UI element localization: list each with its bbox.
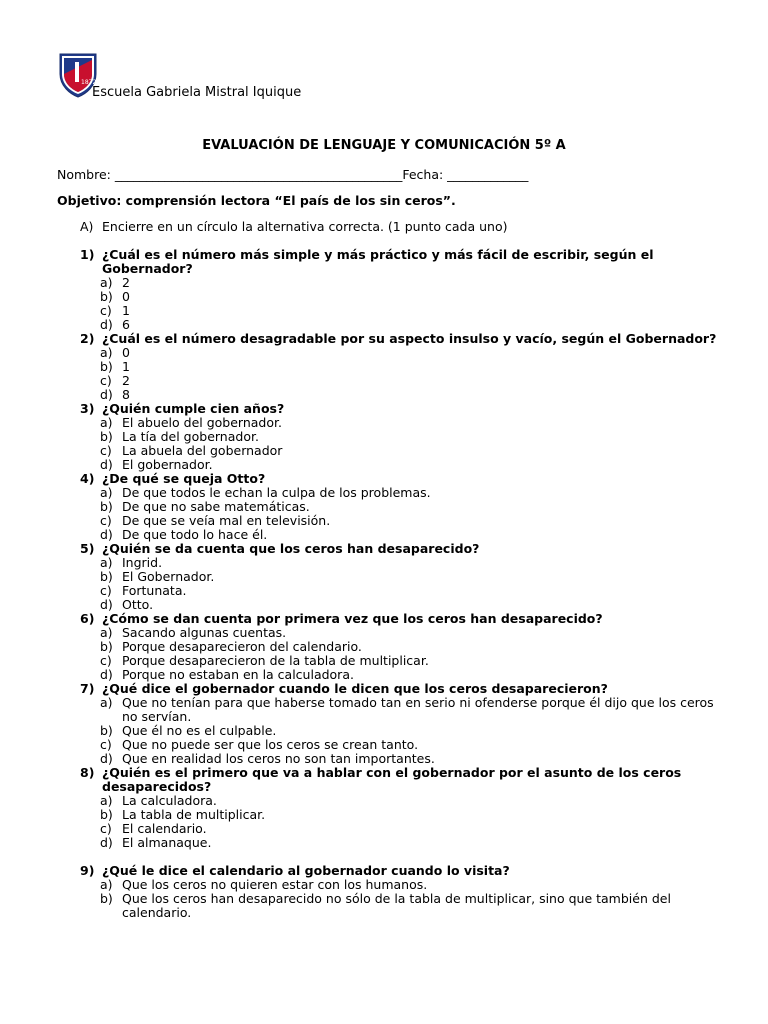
option-letter: d) bbox=[100, 597, 113, 612]
answer-options bbox=[80, 696, 720, 766]
answer-option[interactable] bbox=[80, 514, 720, 528]
option-letter: b) bbox=[100, 289, 113, 304]
option-text: Porque desaparecieron del calendario. bbox=[122, 639, 362, 654]
option-text: 2 bbox=[122, 275, 130, 290]
question-text: ¿Cuál es el número desagradable por su aspecto insulso y vacío, según el Gobernador? bbox=[102, 331, 717, 346]
answer-option[interactable] bbox=[80, 892, 720, 920]
option-letter: a) bbox=[100, 555, 113, 570]
option-text: Sacando algunas cuentas. bbox=[122, 625, 287, 640]
option-letter: b) bbox=[100, 891, 113, 906]
answer-option[interactable] bbox=[80, 696, 720, 724]
question-item bbox=[80, 766, 720, 850]
option-text: Que no puede ser que los ceros se crean tanto. bbox=[122, 737, 419, 752]
option-letter: b) bbox=[100, 569, 113, 584]
answer-options bbox=[80, 794, 720, 850]
option-letter: a) bbox=[100, 793, 113, 808]
question-item bbox=[80, 612, 720, 682]
answer-option[interactable] bbox=[80, 304, 720, 318]
answer-option[interactable] bbox=[80, 430, 720, 444]
answer-option[interactable] bbox=[80, 360, 720, 374]
question-number: 7) bbox=[80, 681, 95, 696]
option-text: La abuela del gobernador bbox=[122, 443, 283, 458]
answer-option[interactable] bbox=[80, 724, 720, 738]
option-letter: d) bbox=[100, 317, 113, 332]
answer-option[interactable] bbox=[80, 626, 720, 640]
option-letter: a) bbox=[100, 345, 113, 360]
question-number: 6) bbox=[80, 611, 95, 626]
question-number: 2) bbox=[80, 331, 95, 346]
question-item bbox=[80, 402, 720, 472]
option-letter: b) bbox=[100, 499, 113, 514]
question-item bbox=[80, 472, 720, 542]
option-text: Fortunata. bbox=[122, 583, 187, 598]
answer-option[interactable] bbox=[80, 290, 720, 304]
answer-option[interactable] bbox=[80, 346, 720, 360]
answer-option[interactable] bbox=[80, 794, 720, 808]
option-letter: b) bbox=[100, 723, 113, 738]
question-list bbox=[80, 248, 720, 920]
option-text: 6 bbox=[122, 317, 130, 332]
option-text: 0 bbox=[122, 345, 130, 360]
option-text: Que no tenían para que haberse tomado tan en serio ni ofenderse porque él dijo que los ceros no servían. bbox=[122, 695, 714, 724]
answer-options bbox=[80, 878, 720, 920]
option-text: La tía del gobernador. bbox=[122, 429, 259, 444]
option-letter: c) bbox=[100, 513, 112, 528]
answer-options bbox=[80, 556, 720, 612]
option-text: De que todo lo hace él. bbox=[122, 527, 268, 542]
option-letter: b) bbox=[100, 429, 113, 444]
question-heading bbox=[80, 766, 720, 794]
answer-option[interactable] bbox=[80, 752, 720, 766]
option-text: Otto. bbox=[122, 597, 154, 612]
question-heading bbox=[80, 248, 720, 276]
option-text: 1 bbox=[122, 303, 130, 318]
answer-option[interactable] bbox=[80, 738, 720, 752]
answer-option[interactable] bbox=[80, 458, 720, 472]
answer-option[interactable] bbox=[80, 654, 720, 668]
answer-option[interactable] bbox=[80, 822, 720, 836]
option-text: De que todos le echan la culpa de los problemas. bbox=[122, 485, 431, 500]
option-letter: c) bbox=[100, 303, 112, 318]
question-text: ¿Qué dice el gobernador cuando le dicen que los ceros desaparecieron? bbox=[102, 681, 608, 696]
question-heading bbox=[80, 682, 720, 696]
question-item bbox=[80, 682, 720, 766]
answer-option[interactable] bbox=[80, 556, 720, 570]
option-text: Porque no estaban en la calculadora. bbox=[122, 667, 354, 682]
answer-option[interactable] bbox=[80, 276, 720, 290]
instruction bbox=[80, 219, 508, 234]
option-text: 1 bbox=[122, 359, 130, 374]
answer-option[interactable] bbox=[80, 318, 720, 332]
answer-option[interactable] bbox=[80, 528, 720, 542]
option-text: La calculadora. bbox=[122, 793, 217, 808]
question-heading bbox=[80, 864, 720, 878]
answer-option[interactable] bbox=[80, 584, 720, 598]
option-letter: b) bbox=[100, 639, 113, 654]
question-number: 1) bbox=[80, 247, 95, 262]
option-text: El Gobernador. bbox=[122, 569, 215, 584]
logo-year: 1872 bbox=[81, 79, 97, 86]
question-number: 8) bbox=[80, 765, 95, 780]
option-letter: b) bbox=[100, 359, 113, 374]
answer-option[interactable] bbox=[80, 836, 720, 850]
answer-option[interactable] bbox=[80, 444, 720, 458]
option-letter: a) bbox=[100, 625, 113, 640]
answer-options bbox=[80, 486, 720, 542]
option-text: Que los ceros no quieren estar con los humanos. bbox=[122, 877, 428, 892]
question-text: ¿De qué se queja Otto? bbox=[102, 471, 266, 486]
instruction-letter: A) bbox=[80, 219, 94, 234]
option-letter: a) bbox=[100, 877, 113, 892]
option-letter: d) bbox=[100, 835, 113, 850]
question-heading bbox=[80, 332, 720, 346]
option-text: 0 bbox=[122, 289, 130, 304]
option-letter: c) bbox=[100, 653, 112, 668]
question-item bbox=[80, 332, 720, 402]
answer-option[interactable] bbox=[80, 374, 720, 388]
option-letter: c) bbox=[100, 737, 112, 752]
question-number: 4) bbox=[80, 471, 95, 486]
name-date-line[interactable]: Nombre: ______________________________________________Fecha: _____________ bbox=[57, 167, 529, 182]
answer-options bbox=[80, 416, 720, 472]
question-heading bbox=[80, 542, 720, 556]
option-letter: d) bbox=[100, 387, 113, 402]
option-letter: c) bbox=[100, 821, 112, 836]
option-letter: c) bbox=[100, 443, 112, 458]
option-text: De que no sabe matemáticas. bbox=[122, 499, 310, 514]
question-number: 5) bbox=[80, 541, 95, 556]
option-text: Porque desaparecieron de la tabla de multiplicar. bbox=[122, 653, 429, 668]
question-number: 3) bbox=[80, 401, 95, 416]
answer-option[interactable] bbox=[80, 640, 720, 654]
question-text: ¿Quién es el primero que va a hablar con el gobernador por el asunto de los ceros desaparecidos? bbox=[102, 765, 682, 794]
option-text: De que se veía mal en televisión. bbox=[122, 513, 331, 528]
question-item bbox=[80, 542, 720, 612]
question-item bbox=[80, 864, 720, 920]
question-text: ¿Qué le dice el calendario al gobernador cuando lo visita? bbox=[102, 863, 510, 878]
question-text: ¿Cuál es el número más simple y más práctico y más fácil de escribir, según el Gobernador? bbox=[102, 247, 654, 276]
instruction-text: Encierre en un círculo la alternativa correcta. (1 punto cada uno) bbox=[102, 219, 508, 234]
option-letter: d) bbox=[100, 527, 113, 542]
option-text: El gobernador. bbox=[122, 457, 213, 472]
answer-option[interactable] bbox=[80, 416, 720, 430]
answer-option[interactable] bbox=[80, 598, 720, 612]
question-text: ¿Cómo se dan cuenta por primera vez que los ceros han desaparecido? bbox=[102, 611, 603, 626]
answer-options bbox=[80, 346, 720, 402]
question-item bbox=[80, 248, 720, 332]
option-text: Que los ceros han desaparecido no sólo de la tabla de multiplicar, sino que también del calendario. bbox=[122, 891, 671, 920]
question-text: ¿Quién cumple cien años? bbox=[102, 401, 285, 416]
option-text: 8 bbox=[122, 387, 130, 402]
option-text: El abuelo del gobernador. bbox=[122, 415, 282, 430]
option-letter: d) bbox=[100, 457, 113, 472]
option-text: El calendario. bbox=[122, 821, 207, 836]
answer-option[interactable] bbox=[80, 500, 720, 514]
option-text: El almanaque. bbox=[122, 835, 212, 850]
page-title: EVALUACIÓN DE LENGUAJE Y COMUNICACIÓN 5º A bbox=[202, 138, 566, 153]
option-text: 2 bbox=[122, 373, 130, 388]
option-letter: c) bbox=[100, 583, 112, 598]
question-heading bbox=[80, 472, 720, 486]
answer-option[interactable] bbox=[80, 388, 720, 402]
answer-option[interactable] bbox=[80, 570, 720, 584]
answer-option[interactable] bbox=[80, 808, 720, 822]
question-heading bbox=[80, 402, 720, 416]
answer-option[interactable] bbox=[80, 878, 720, 892]
option-letter: a) bbox=[100, 485, 113, 500]
option-letter: a) bbox=[100, 695, 113, 710]
option-letter: a) bbox=[100, 275, 113, 290]
option-letter: d) bbox=[100, 667, 113, 682]
option-letter: b) bbox=[100, 807, 113, 822]
answer-option[interactable] bbox=[80, 486, 720, 500]
question-heading bbox=[80, 612, 720, 626]
option-text: Que él no es el culpable. bbox=[122, 723, 277, 738]
option-text: Ingrid. bbox=[122, 555, 163, 570]
option-letter: a) bbox=[100, 415, 113, 430]
answer-options bbox=[80, 276, 720, 332]
option-letter: d) bbox=[100, 751, 113, 766]
school-name: Escuela Gabriela Mistral Iquique bbox=[92, 85, 302, 100]
question-text: ¿Quién se da cuenta que los ceros han desaparecido? bbox=[102, 541, 480, 556]
answer-options bbox=[80, 626, 720, 682]
option-text: La tabla de multiplicar. bbox=[122, 807, 266, 822]
option-letter: c) bbox=[100, 373, 112, 388]
objective: Objetivo: comprensión lectora “El país de los sin ceros”. bbox=[57, 193, 456, 208]
option-text: Que en realidad los ceros no son tan importantes. bbox=[122, 751, 435, 766]
answer-option[interactable] bbox=[80, 668, 720, 682]
question-number: 9) bbox=[80, 863, 95, 878]
question-spacer bbox=[80, 850, 720, 864]
